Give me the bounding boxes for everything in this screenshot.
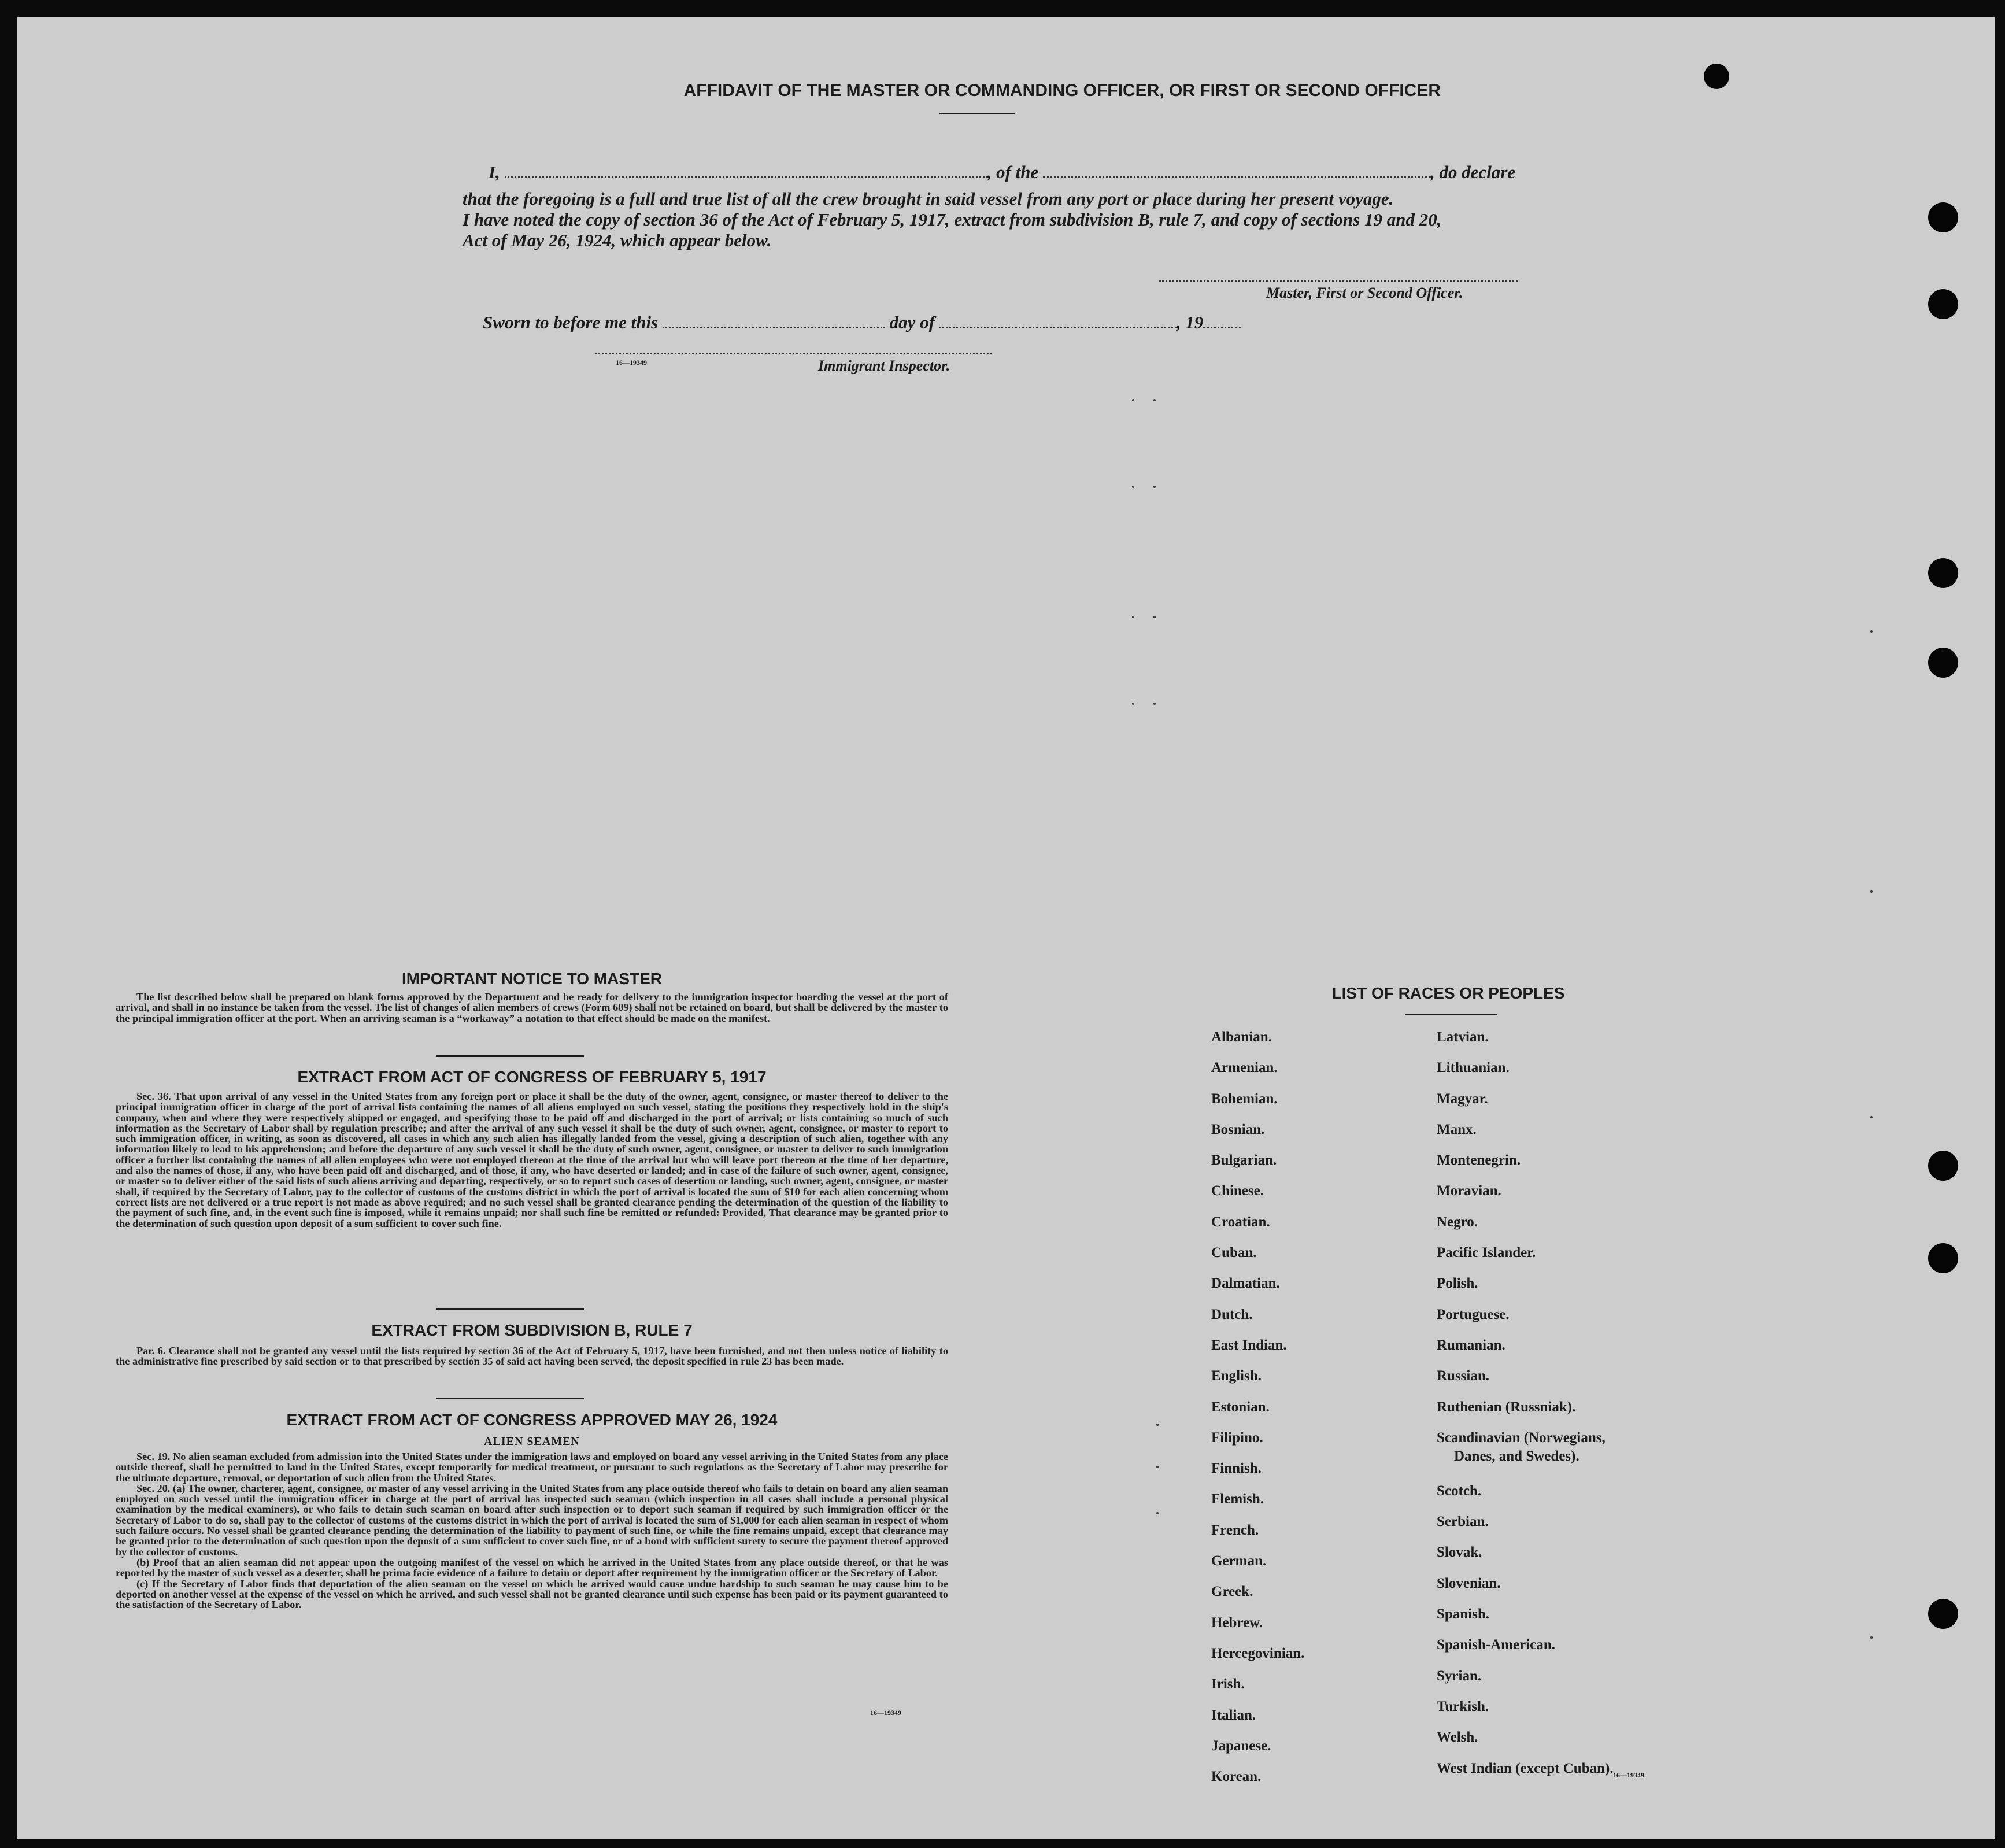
speck xyxy=(1870,630,1873,633)
extract-1924-body xyxy=(116,1451,948,1610)
decl-do-declare: , do declare xyxy=(1430,162,1516,182)
race-item: Scandinavian (Norwegians, xyxy=(1437,1429,1606,1446)
race-item: Dutch. xyxy=(1211,1306,1253,1322)
decl-i: I, xyxy=(489,162,500,182)
race-item: English. xyxy=(1211,1368,1262,1384)
punch-hole xyxy=(1928,289,1958,319)
race-item: Spanish-American. xyxy=(1437,1637,1555,1653)
officer-label: Master, First or Second Officer. xyxy=(1266,284,1463,301)
speck xyxy=(1132,616,1134,618)
race-item: French. xyxy=(1211,1522,1259,1538)
speck xyxy=(1156,1512,1159,1514)
race-item: Scotch. xyxy=(1437,1483,1482,1499)
races-left-column xyxy=(1211,1028,1304,1786)
race-item: Japanese. xyxy=(1211,1738,1271,1754)
declaration-line-4: Act of May 26, 1924, which appear below. xyxy=(463,230,772,250)
race-item: Russian. xyxy=(1437,1368,1490,1384)
month-blank[interactable] xyxy=(939,313,1177,328)
speck xyxy=(1132,399,1134,401)
punch-hole xyxy=(1928,1599,1958,1629)
race-item: Bohemian. xyxy=(1211,1091,1278,1107)
punch-hole xyxy=(1704,64,1729,89)
extract-rule7-title: EXTRACT FROM SUBDIVISION B, RULE 7 xyxy=(371,1321,693,1339)
year-prefix: , 19 xyxy=(1176,312,1204,332)
race-item: Spanish. xyxy=(1437,1606,1490,1622)
vessel-blank[interactable] xyxy=(1043,162,1430,178)
race-item: Filipino. xyxy=(1211,1429,1263,1446)
race-item: Hebrew. xyxy=(1211,1614,1263,1631)
race-item: Bulgarian. xyxy=(1211,1152,1277,1169)
affidavit-title: AFFIDAVIT OF THE MASTER OR COMMANDING OFFICER, OR FIRST OR SECOND OFFICER xyxy=(683,81,1441,100)
speck xyxy=(1153,616,1156,618)
sworn-text: Sworn to before me this xyxy=(483,312,659,332)
race-item: Slovak. xyxy=(1437,1544,1482,1561)
races-title: LIST OF RACES OR PEOPLES xyxy=(1331,984,1565,1002)
race-item: Italian. xyxy=(1211,1707,1256,1723)
race-item: Finnish. xyxy=(1211,1461,1262,1477)
race-item: West Indian (except Cuban). xyxy=(1437,1760,1614,1776)
form-sheet xyxy=(17,17,1995,1839)
extract-1917-text: Sec. 36. That upon arrival of any vessel in the United States from any foreign port or place it shall be the duty of the owner, agent, consignee, or master thereof to deliver to the principal immigration officer in charge of the port of arrival lists containing the names of all aliens employed on such vessel, stating the positions they respectively hold in the ship's company, when and where they were respectively shipped or engaged, and specifying those to be paid off and discharged in the port of arrival; or lists containing so much of such information as the Secretary of Labor shall by regulation prescribe; and after the arrival of any such vessel it shall be the duty of such owner, agent, consignee, or master to report to such immigration officer, in writing, as soon as discovered, all cases in which any such alien has illegally landed from the vessel, giving a description of such alien, together with any information likely to lead to his apprehension; and before the departure of any such vessel it shall be the duty of such owner, agent, consignee, or master to deliver to such immigration officer a further list containing the names of all alien employees who were not employed thereon at the time of the arrival but who will leave port thereon at the time of her departure, and also the names of those, if any, who have been paid off and discharged, and of those, if any, who have deserted or landed; and in case of the failure of such owner, agent, consignee, or master so to deliver either of the said lists of such aliens arriving and departing, respectively, or so to report such cases of desertion or landing, such owner, agent, consignee, or master shall, if required by the Secretary of Labor, pay to the collector of customs of the customs district in which the port of arrival is located the sum of $10 for each alien concerning whom correct lists are not delivered or a true report is not made as above required; and no such vessel shall be granted clearance pending the determination of the question of the liability to the payment of such fine, and, in the event such fine is imposed, while it remains unpaid; nor shall such fine be remitted or refunded: Provided, That clearance may be granted prior to the determination of such question upon deposit of a sum sufficient to cover such fine. xyxy=(116,1091,948,1229)
year-blank[interactable] xyxy=(1203,313,1241,328)
race-item: Slovenian. xyxy=(1437,1575,1501,1591)
punch-hole xyxy=(1928,648,1958,678)
extract-1924-subtitle: ALIEN SEAMEN xyxy=(484,1435,580,1448)
race-item: Korean. xyxy=(1211,1769,1262,1785)
extract-1917-title: EXTRACT FROM ACT OF CONGRESS OF FEBRUARY 5, 1917 xyxy=(297,1068,767,1086)
race-item: Irish. xyxy=(1211,1676,1245,1692)
race-item: Danes, and Swedes). xyxy=(1454,1448,1579,1464)
speck xyxy=(1153,486,1156,488)
sec-19-text: Sec. 19. No alien seaman excluded from admission into the United States under the immigration laws and employed on board any vessel arriving in the United States from any place outside thereof, shall be permitted to land in the United States, except temporarily for medical treatment, or pursuant to such regulations as the Secretary of Labor may prescribe for the ultimate departure, removal, or deportation of such alien from the United States. xyxy=(116,1451,948,1484)
race-item: Turkish. xyxy=(1437,1698,1489,1714)
speck xyxy=(1156,1466,1159,1468)
race-item: Portuguese. xyxy=(1437,1306,1510,1322)
race-item: Armenian. xyxy=(1211,1060,1278,1076)
form-number: 16—19349 xyxy=(870,1709,901,1717)
race-item: Albanian. xyxy=(1211,1029,1272,1045)
day-of-text: day of xyxy=(889,312,935,332)
race-item: Bosnian. xyxy=(1211,1121,1265,1137)
speck xyxy=(1156,1424,1159,1426)
race-item: Greek. xyxy=(1211,1584,1253,1600)
rule xyxy=(436,1055,584,1057)
declaration-line-3: I have noted the copy of section 36 of the Act of February 5, 1917, extract from subdivision B, rule 7, and copy of sections 19 and 20, xyxy=(463,209,1442,230)
race-item: Ruthenian (Russniak). xyxy=(1437,1399,1576,1415)
sworn-line xyxy=(483,312,1241,333)
punch-hole xyxy=(1928,1243,1958,1273)
declaration-line-1 xyxy=(489,162,1515,183)
punch-hole xyxy=(1928,558,1958,588)
speck xyxy=(1870,890,1873,893)
name-blank[interactable] xyxy=(505,162,987,178)
race-item: Rumanian. xyxy=(1437,1337,1505,1353)
punch-hole xyxy=(1928,1151,1958,1181)
speck xyxy=(1132,703,1134,705)
race-item: Moravian. xyxy=(1437,1183,1501,1199)
inspector-label: Immigrant Inspector. xyxy=(818,357,950,374)
race-item: Manx. xyxy=(1437,1121,1477,1137)
sec-20c-text: (c) If the Secretary of Labor finds that deportation of the alien seaman on the vessel on which he arrived would cause undue hardship to such seaman he may cause him to be deported on another vessel at the expense of the vessel on which he arrived, and such vessel shall not be granted clearance until such expense has been paid or its payment guaranteed to the satisfaction of the Secretary of Labor. xyxy=(116,1577,948,1611)
race-item: Magyar. xyxy=(1437,1091,1488,1107)
form-number: 16—19349 xyxy=(1613,1771,1644,1779)
decl-of-the: , of the xyxy=(987,162,1039,182)
speck xyxy=(1132,486,1134,488)
race-item: Negro. xyxy=(1437,1214,1478,1230)
punch-hole xyxy=(1928,202,1958,232)
race-item: Estonian. xyxy=(1211,1399,1270,1415)
extract-rule7-text: Par. 6. Clearance shall not be granted any vessel until the lists required by section 36 of the Act of February 5, 1917, have been furnished, and not then unless notice of liability to the administrative fine prescribed by said section or to that prescribed by section 35 of said act having been served, the deposit specified in rule 23 has been made. xyxy=(116,1345,948,1367)
race-item: Montenegrin. xyxy=(1437,1152,1521,1169)
officer-signature-line[interactable] xyxy=(1159,280,1518,282)
race-item: Polish. xyxy=(1437,1276,1478,1292)
race-item: Croatian. xyxy=(1211,1214,1270,1230)
title-rule xyxy=(939,113,1015,114)
race-item: Hercegovinian. xyxy=(1211,1645,1305,1661)
race-item: Lithuanian. xyxy=(1437,1060,1510,1076)
races-rule xyxy=(1405,1014,1497,1015)
race-item: Chinese. xyxy=(1211,1183,1264,1199)
form-number: 16—19349 xyxy=(616,358,647,367)
race-item: Latvian. xyxy=(1437,1029,1489,1045)
race-item: Serbian. xyxy=(1437,1514,1489,1530)
speck xyxy=(1870,1636,1873,1639)
extract-1924-title: EXTRACT FROM ACT OF CONGRESS APPROVED MAY 26, 1924 xyxy=(286,1411,778,1429)
race-item: Welsh. xyxy=(1437,1729,1478,1746)
race-item: Dalmatian. xyxy=(1211,1276,1280,1292)
sec-20a-text: Sec. 20. (a) The owner, charterer, agent, consignee, or master of any vessel arriving in the United States from any place outside thereof who fails to detain on board any alien seaman employed on such vessel until the immigration officer in charge at the port of arrival has inspected such seaman (which inspection in all cases shall include a personal physical examination by the medical examiners), or who fails to detain such seaman on board after such inspection or to deport such seaman if required by such immigration officer or the Secretary of Labor to do so, shall pay to the collector of customs of the customs district in which the port of arrival is located the sum of $1,000 for each alien seaman in respect of whom such failure occurs. No vessel shall be granted clearance pending the determination of the liability to payment of such fine, or while the fine remains unpaid, except that clearance may be granted prior to the determination of such question upon the deposit of a sum sufficient to cover such fine, or of a bond with sufficient surety to secure the payment thereof approved by the collector of customs. xyxy=(116,1482,948,1558)
notice-text: The list described below shall be prepared on blank forms approved by the Department and be ready for delivery to the immigration inspector boarding the vessel at the port of arrival, and shall in no instance be taken from the vessel. The list of changes of alien members of crews (Form 689) shall not be retained on board, but shall be delivered by the master to the principal immigration officer at the port. When an arriving seaman is a “workaway” a notation to that effect should be made on the manifest. xyxy=(116,991,948,1024)
inspector-signature-line[interactable] xyxy=(595,353,992,354)
rule xyxy=(436,1398,584,1399)
race-item: Cuban. xyxy=(1211,1245,1257,1261)
speck xyxy=(1153,703,1156,705)
rule xyxy=(436,1308,584,1310)
speck xyxy=(1870,1116,1873,1118)
sec-20b-text: (b) Proof that an alien seaman did not appear upon the outgoing manifest of the vessel on which he arrived in the United States from any place outside thereof, or that he was reported by the master of such vessel as a deserter, shall be prima facie evidence of a failure to detain or deport after requirement by the immigration officer or the Secretary of Labor. xyxy=(116,1556,948,1579)
day-blank[interactable] xyxy=(663,313,885,328)
race-item: Pacific Islander. xyxy=(1437,1245,1536,1261)
speck xyxy=(1153,399,1156,401)
race-item: German. xyxy=(1211,1553,1267,1569)
race-item: Flemish. xyxy=(1211,1491,1264,1507)
race-item: Syrian. xyxy=(1437,1668,1482,1684)
notice-title: IMPORTANT NOTICE TO MASTER xyxy=(401,970,663,988)
race-item: East Indian. xyxy=(1211,1337,1287,1353)
races-right-column xyxy=(1437,1028,1614,1778)
declaration-line-2: that the foregoing is a full and true list of all the crew brought in said vessel from any port or place during her present voyage. xyxy=(463,189,1394,209)
